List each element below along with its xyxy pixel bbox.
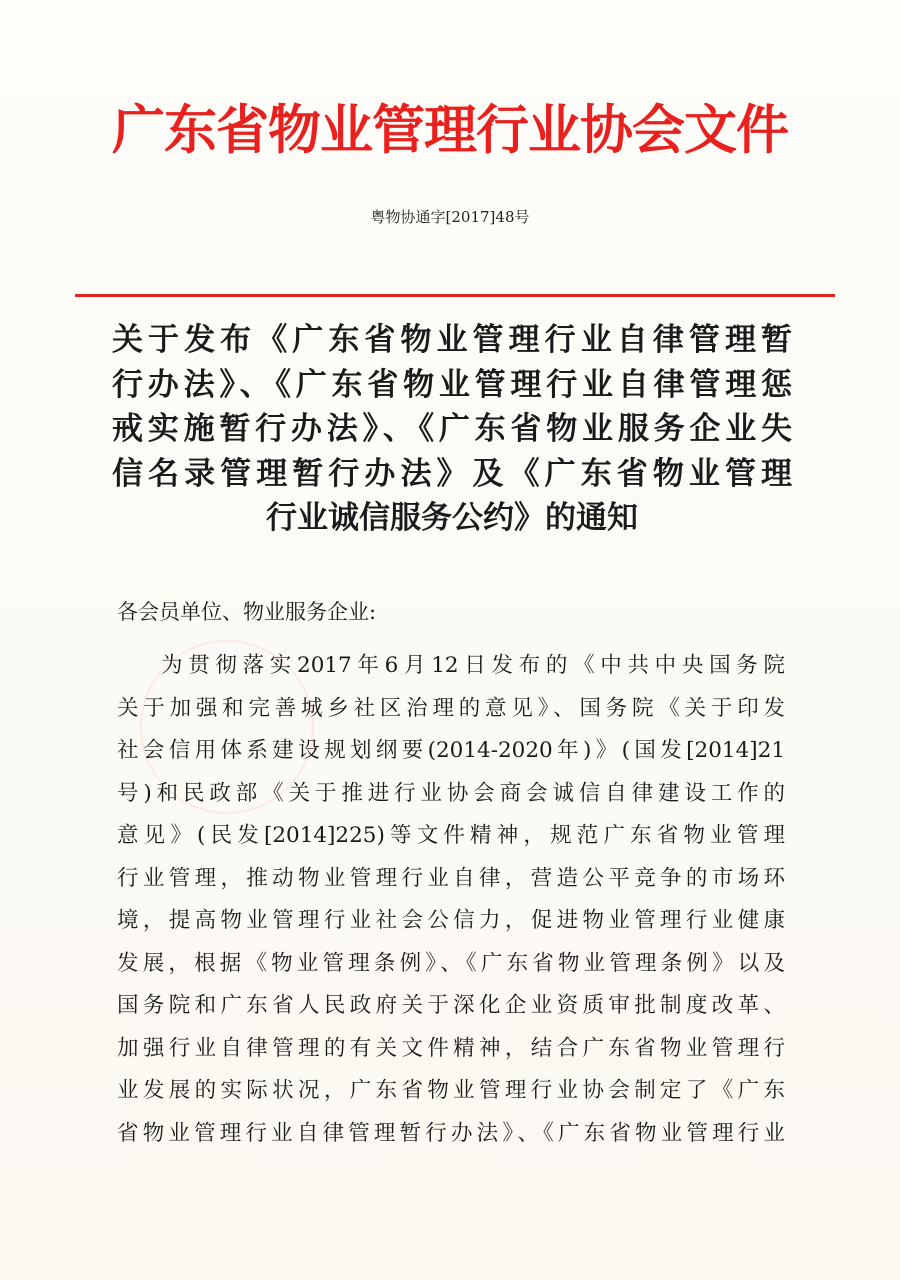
body-line: 关于加强和完善城乡社区治理的意见》、国务院《关于印发	[117, 695, 785, 721]
salutation: 各会员单位、物业服务企业:	[117, 600, 377, 624]
body-line: 加强行业自律管理的有关文件精神，结合广东省物业管理行	[117, 1035, 785, 1061]
body-line: 号)和民政部《关于推进行业协会商会诚信自律建设工作的	[117, 780, 785, 806]
body-line: 业发展的实际状况，广东省物业管理行业协会制定了《广东	[117, 1078, 785, 1103]
body-line: 省物业管理行业自律管理暂行办法》、《广东省物业管理行业	[117, 1120, 785, 1146]
body-line: 国务院和广东省人民政府关于深化企业资质审批制度改革、	[117, 993, 785, 1018]
body-line: 意见》(民发[2014]225)等文件精神，规范广东省物业管理	[117, 823, 785, 848]
body-line: 为贯彻落实2017年6月12日发布的《中共中央国务院	[161, 653, 785, 678]
body-line: 社会信用体系建设规划纲要(2014-2020年)》(国发[2014]21	[117, 738, 785, 763]
body-line: 发展，根据《物业管理条例》、《广东省物业管理条例》以及	[117, 950, 785, 976]
notice-title-line: 戒实施暂行办法》、《广东省物业服务企业失	[112, 411, 792, 447]
notice-title-line: 关于发布《广东省物业管理行业自律管理暂	[112, 322, 792, 358]
document-header-title: 广东省物业管理行业协会文件	[112, 100, 788, 161]
document-number: 粤物协通字[2017]48号	[370, 208, 530, 226]
body-paragraph	[117, 645, 785, 1155]
notice-title-line: 行办法》、《广东省物业管理行业自律管理惩	[112, 366, 792, 403]
red-divider-rule	[75, 294, 835, 297]
notice-title-line: 信名录管理暂行办法》及《广东省物业管理	[112, 455, 792, 492]
notice-title	[112, 318, 792, 541]
notice-title-line: 行业诚信服务公约》的通知	[266, 500, 638, 536]
body-line: 境，提高物业管理行业社会公信力，促进物业管理行业健康	[117, 908, 785, 933]
body-line: 行业管理，推动物业管理行业自律，营造公平竞争的市场环	[117, 865, 785, 891]
